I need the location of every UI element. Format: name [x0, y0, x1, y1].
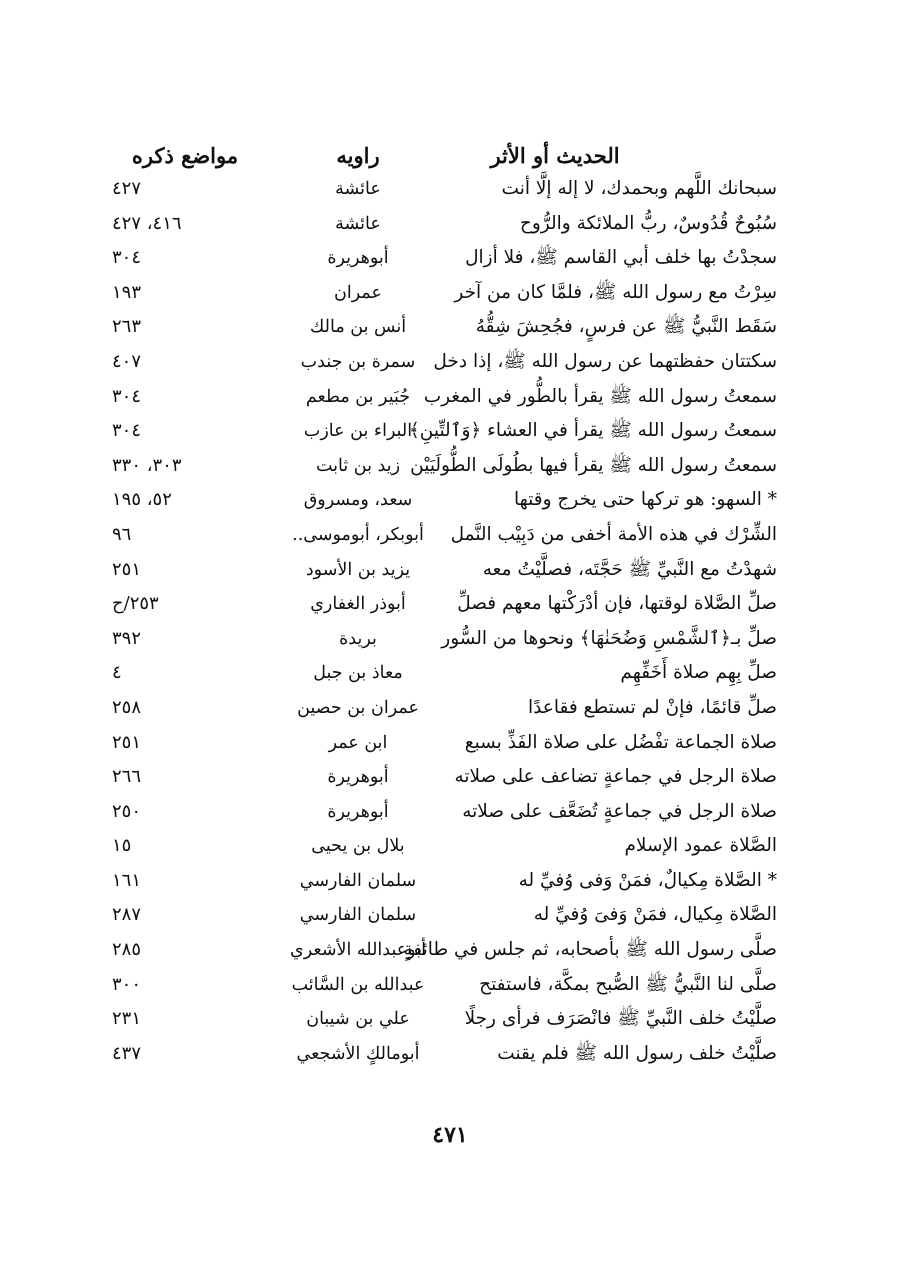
- narrator-name: زيد بن ثابت: [315, 455, 401, 476]
- table-row: [0, 449, 900, 484]
- index-table-body: [0, 172, 900, 1071]
- table-row: [0, 414, 900, 449]
- header-narrator: راويه: [336, 143, 380, 168]
- hadith-text: سمعتُ رسول الله ﷺ يقرأ فيها بطُولَى الطُّولَيَيْن: [410, 454, 777, 476]
- table-row: [0, 864, 900, 899]
- narrator-name: عمران بن حصين: [297, 697, 419, 718]
- narrator-name: أبوعبدالله الأشعري: [290, 940, 426, 961]
- narrator-name: معاذ بن جبل: [313, 663, 403, 684]
- hadith-text: صلَّى لنا النَّبيُّ ﷺ الصُّبح بمكَّة، فاستفتح: [479, 973, 777, 995]
- page-references: ٤٢٧: [112, 178, 142, 199]
- narrator-name: سمرة بن جندب: [300, 351, 416, 372]
- page-references: ٢٣١: [112, 1008, 142, 1030]
- page-references: ٢٥١: [112, 731, 142, 753]
- hadith-text: سِرْتُ مع رسول الله ﷺ، فلمَّا كان من آخر: [454, 281, 777, 303]
- hadith-text: صلَّى رسول الله ﷺ بأصحابه، ثم جلس في طائفةٍ: [403, 939, 777, 961]
- page-references: ١٩٣: [112, 281, 142, 303]
- page-references: ٣٩٢: [112, 627, 142, 649]
- page-references: ٣٠٤: [112, 247, 142, 269]
- hadith-text: * السهو: هو تركها حتى يخرج وقتها: [514, 489, 777, 511]
- narrator-name: عائشة: [335, 179, 381, 199]
- table-row: [0, 276, 900, 311]
- narrator-name: جُبَير بن مطعم: [305, 386, 411, 407]
- hadith-text: سمعتُ رسول الله ﷺ يقرأ بالطُّور في المغرب: [423, 385, 777, 407]
- page-references: ١٥: [112, 835, 132, 857]
- hadith-text: الشِّرْك في هذه الأمة أخفى من دَبِيْب النَّمل: [450, 523, 777, 545]
- table-row: [0, 1002, 900, 1037]
- table-row: [0, 691, 900, 726]
- header-places: مواضع ذكره: [131, 143, 239, 168]
- page-references: ٩٦: [112, 523, 132, 545]
- narrator-name: البراء بن عازب: [303, 421, 413, 442]
- narrator-name: علي بن شيبان: [306, 1009, 410, 1030]
- narrator-name: ابن عمر: [328, 732, 388, 753]
- page-references: ٥٢، ١٩٥: [112, 489, 172, 511]
- hadith-text: سجدْتُ بها خلف أبي القاسم ﷺ، فلا أزال: [465, 247, 777, 269]
- table-row: [0, 795, 900, 830]
- header-hadith: الحديث أو الأثر: [490, 143, 620, 168]
- page-references: ٣٠٤: [112, 385, 142, 407]
- hadith-text: سمعتُ رسول الله ﷺ يقرأ في العشاء ﴿وَٱلتِّينِ﴾: [408, 420, 777, 442]
- hadith-text: شهدْتُ مع النَّبيِّ ﷺ حَجَّتَه، فصلَّيْتُ معه: [482, 558, 777, 580]
- hadith-text: صلاة الرجل في جماعةٍ تضاعف على صلاته: [454, 766, 777, 788]
- page-references: ٢٥١: [112, 558, 142, 580]
- page-references: ٢٨٧: [112, 904, 142, 926]
- page-references: ١٦١: [112, 869, 142, 891]
- narrator-name: أبوهريرة: [327, 248, 389, 269]
- page-references: ٣٠٣، ٣٣٠: [112, 454, 182, 476]
- hadith-text: صلاة الرجل في جماعةٍ تُضَعَّف على صلاته: [462, 800, 777, 822]
- narrator-name: أبوذر الغفاري: [310, 594, 406, 615]
- page-number: ٤٧١: [432, 1122, 468, 1148]
- table-row: [0, 656, 900, 691]
- page-references: ٣٠٠: [112, 973, 142, 995]
- page-references: ٤١٦، ٤٢٧: [112, 212, 182, 234]
- narrator-name: أبوهريرة: [327, 801, 389, 822]
- table-row: [0, 207, 900, 242]
- narrator-name: عبدالله بن السَّائب: [291, 974, 425, 995]
- page-references: ٤: [112, 662, 122, 684]
- table-row: [0, 241, 900, 276]
- table-row: [0, 898, 900, 933]
- narrator-name: بلال بن يحيى: [311, 836, 405, 857]
- page-references: ٢٦٦: [112, 766, 142, 788]
- table-row: [0, 622, 900, 657]
- table-header: [0, 135, 900, 175]
- page-references: ٣٠٤: [112, 420, 142, 442]
- hadith-text: سبحانك اللَّهم وبحمدك، لا إله إلَّا أنت: [501, 178, 777, 199]
- narrator-name: سعد، ومسروق: [303, 490, 413, 511]
- hadith-text: سَقَط النَّبيُّ ﷺ عن فرسٍ، فجُحِشَ شِقُّهُ: [475, 316, 777, 338]
- table-row: [0, 380, 900, 415]
- page-references: ٢٥٠: [112, 800, 142, 822]
- page-references: ٢٦٣: [112, 316, 142, 338]
- table-row: [0, 310, 900, 345]
- table-row: [0, 760, 900, 795]
- narrator-name: أبوهريرة: [327, 767, 389, 788]
- table-row: [0, 587, 900, 622]
- hadith-text: الصَّلاة مِكيال، فمَنْ وَفىَ وُفيِّ له: [533, 904, 777, 926]
- narrator-name: أنس بن مالك: [309, 317, 407, 338]
- hadith-text: صلِّ بِهِم صلاة أَخَفِّهِم: [620, 662, 777, 684]
- hadith-text: سكتتان حفظتهما عن رسول الله ﷺ، إذا دخل: [433, 350, 777, 372]
- narrator-name: بريدة: [339, 628, 377, 649]
- table-row: [0, 483, 900, 518]
- table-row: [0, 172, 900, 207]
- table-row: [0, 968, 900, 1003]
- table-row: [0, 933, 900, 968]
- hadith-text: صلاة الجماعة تفْضُل على صلاة الفَذِّ بسبع: [464, 731, 777, 753]
- page-references: ٢٥٣/ح: [112, 593, 159, 615]
- table-row: [0, 518, 900, 553]
- table-row: [0, 553, 900, 588]
- table-row: [0, 726, 900, 761]
- narrator-name: سلمان الفارسي: [299, 905, 417, 926]
- narrator-name: عائشة: [335, 213, 381, 234]
- hadith-text: صلِّ قائمًا، فإنْ لم تستطع فقاعدًا: [527, 696, 777, 718]
- hadith-text: * الصَّلاة مِكيالٌ، فمَنْ وَفى وُفيِّ له: [518, 869, 777, 891]
- page-references: ٤٠٧: [112, 350, 142, 372]
- hadith-text: صلِّ الصَّلاة لوقتها، فإن أدْرَكْتها معهم فصلِّ: [457, 593, 777, 615]
- narrator-name: يزيد بن الأسود: [305, 559, 411, 580]
- hadith-text: صلَّيْتُ خلف النَّبيِّ ﷺ فانْصَرَف فرأى رجلًا: [464, 1008, 777, 1030]
- hadith-text: الصَّلاة عمود الإسلام: [624, 835, 777, 857]
- table-row: [0, 829, 900, 864]
- hadith-text: سُبُوحٌ قُدُوسٌ، ربُّ الملائكة والرُّوح: [519, 212, 777, 234]
- narrator-name: عمران: [334, 282, 382, 303]
- page-references: ٢٨٥: [112, 939, 142, 961]
- narrator-name: أبوبكر، أبوموسى..: [292, 524, 424, 545]
- page-references: ٢٥٨: [112, 696, 142, 718]
- table-row: [0, 1037, 900, 1072]
- narrator-name: أبومالكٍ الأشجعي: [296, 1043, 420, 1064]
- page-references: ٤٣٧: [112, 1042, 142, 1064]
- table-row: [0, 345, 900, 380]
- narrator-name: سلمان الفارسي: [299, 870, 417, 891]
- hadith-text: صلَّيْتُ خلف رسول الله ﷺ فلم يقنت: [497, 1042, 777, 1064]
- hadith-text: صلِّ بـ﴿ٱلشَّمْسِ وَضُحَنٰهَا﴾ ونحوها من السُّور: [441, 627, 777, 649]
